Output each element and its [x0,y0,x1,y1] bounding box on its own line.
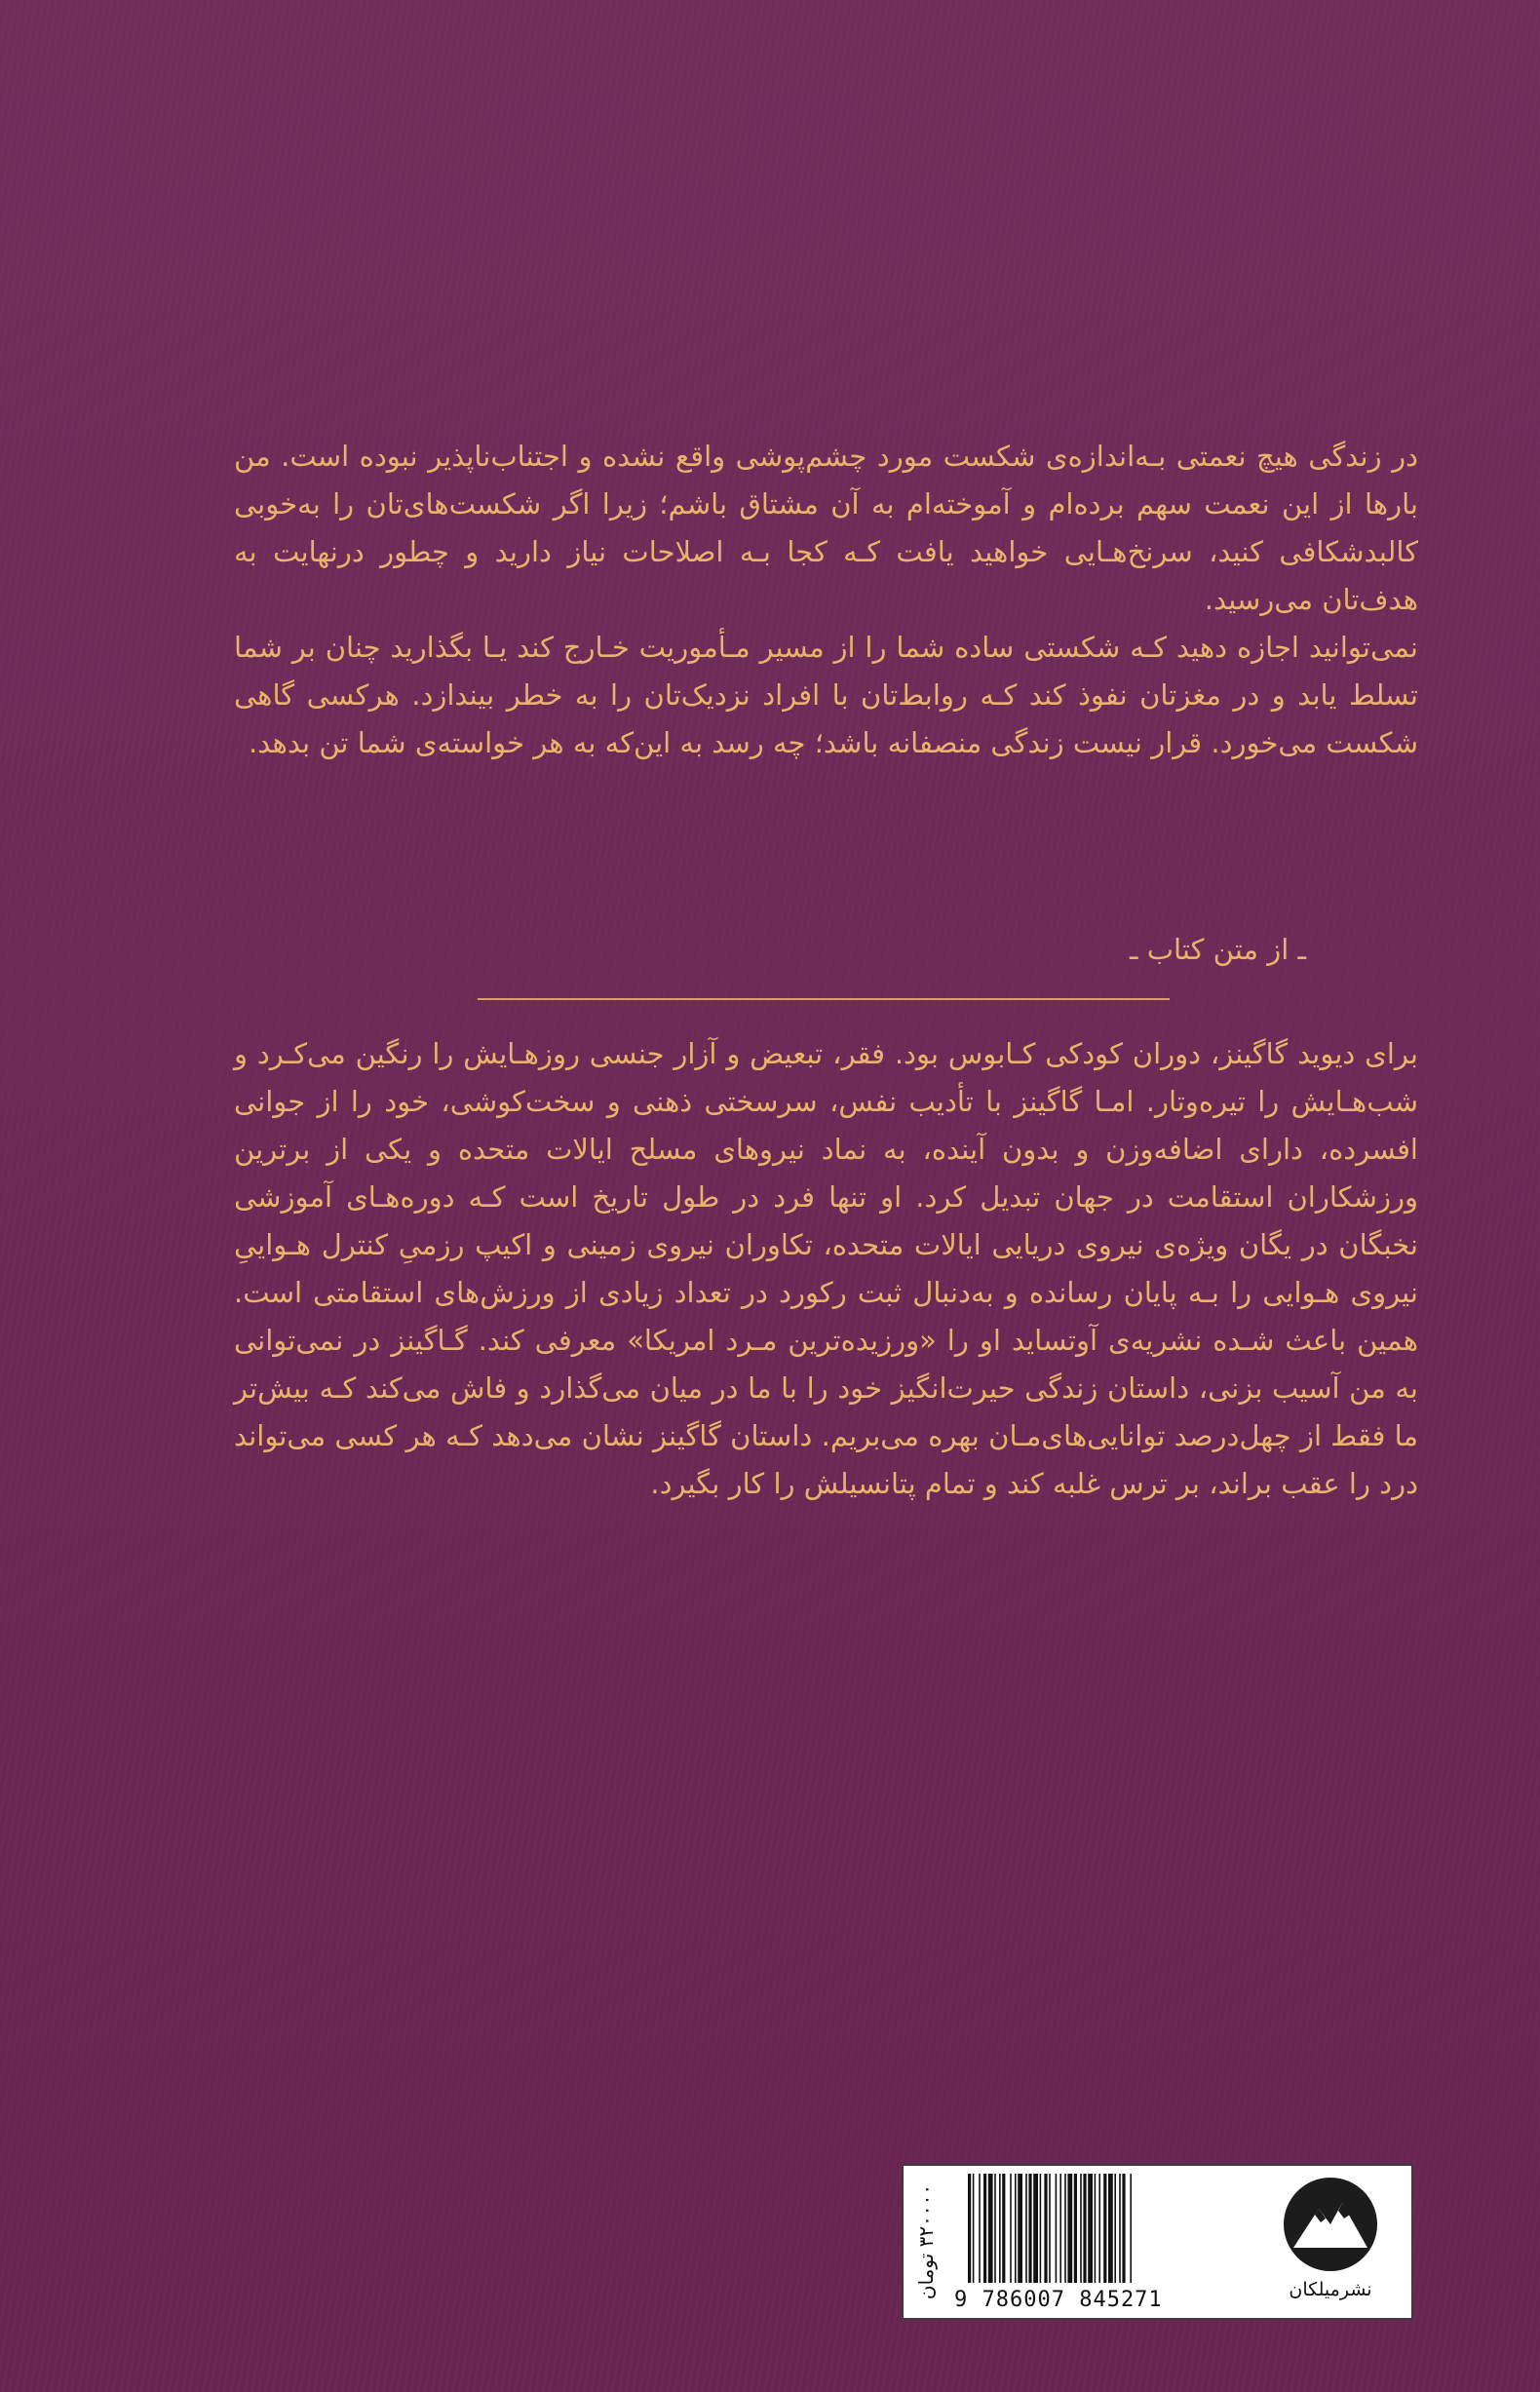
barcode-bars [954,2174,1223,2283]
section-divider [478,998,1170,1000]
barcode-bar [1122,2174,1125,2283]
barcode-bar [1080,2174,1082,2283]
barcode-bar [1025,2174,1027,2283]
quote-paragraph-2: نمی‌توانید اجازه دهید کـه شکستی ساده شما را از مسیر مـأموریت خـارج کند یـا بگذارید چنان بر شما تسلط یابد و در مغزتان نفوذ کند کـه روابط‌تان با افراد نزدیک‌تان را به خطر بیندازد. هرکسی گاهی شکست می‌خورد. قرار نیست زندگی منصفانه باشد؛ چه رسد به این‌که به هر خواسته‌ی شما تن بدهد. [234,631,1418,759]
barcode-bar [1002,2174,1005,2283]
barcode-label [902,2164,1413,2320]
barcode-bar [1114,2174,1116,2283]
barcode-bar [994,2174,996,2283]
barcode-bar [1108,2174,1113,2283]
barcode-bar [1059,2174,1061,2283]
barcode-bar [1010,2174,1012,2283]
quote-attribution: ـ از متن کتاب ـ [1130,933,1306,966]
barcode-bar [1103,2174,1106,2283]
quote-block [234,433,1418,767]
publisher-name: نشرمیلکان [1289,2279,1372,2300]
barcode-digits: 9 786007 845271 [954,2288,1163,2312]
barcode-bar [983,2174,986,2283]
barcode-bar [1095,2174,1097,2283]
author-bio-paragraph: برای دیوید گاگینز، دوران کودکی کـابوس بود. فقر، تبعیض و آزار جنسی روزهـایش را رنگین می‌کـرد و شب‌هـایش را تیره‌وتار. امـا گاگینز با تأدیب نفس، سرسختی ذهنی و سخت‌کوشی، خود را از جوانی افسرده، دارای اضافه‌وزن و بدون آینده، به نماد نیروهای مسلح ایالات متحده و یکی از برترین ورزشکاران استقامت در جهان تبدیل کرد. او تنها فرد در طول تاریخ است کـه دوره‌هـای آموزشی نخبگان در یگان ویژه‌ی نیروی دریایی ایالات متحده، تکاوران نیروی زمینی و اکیپ رزمیِ کنترل هـواییِ نیروی هـوایی را بـه پایان رسانده و به‌دنبال ثبت رکورد در تعداد زیادی از ورزش‌های استقامتی است. همین باعث شـده نشریه‌ی آوتساید او را «ورزیده‌ترین مـرد امریکا» معرفی کند. گـاگینز در نمی‌توانی به من آسیب بزنی، داستان زندگی حیرت‌انگیز خود را با ما در میان می‌گذارد و فاش می‌کند کـه بیش‌تر ما فقط از چهل‌درصد توانایی‌های‌مـان بهره می‌بریم. داستان گاگینز نشان می‌دهد کـه هر کسی می‌تواند درد را عقب براند، بر ترس غلبه کند و تمام پتانسیلش را کار بگیرد. [234,1037,1418,1500]
barcode-bar [1049,2174,1051,2283]
author-bio-block [234,1030,1418,1508]
barcode-bar [1040,2174,1042,2283]
barcode-bar [1015,2174,1017,2283]
barcode-bar [979,2174,981,2283]
barcode-bar [1018,2174,1022,2283]
price-text: ۳۲۰۰۰۰ تومان [914,2183,939,2300]
barcode-bar [999,2174,1001,2283]
barcode-bar [988,2174,993,2283]
barcode-bar [1044,2174,1047,2283]
price-label [904,2166,948,2318]
barcode-bar [1098,2174,1100,2283]
barcode-bar [1083,2174,1086,2283]
publisher-logo [1257,2174,1404,2310]
barcode-bar [1056,2174,1058,2283]
barcode-bar [1033,2174,1038,2283]
barcode-bar [973,2174,975,2283]
barcode-bar [1028,2174,1031,2283]
barcode-bar [1067,2174,1072,2283]
quote-paragraph-1: در زندگی هیچ نعمتی بـه‌اندازه‌ی شکست مورد چشم‌پوشی واقع نشده و اجتناب‌ناپذیر نبوده است. من بارها از این نعمت سهم برده‌ام و آموخته‌ام به آن مشتاق باشم؛ زیرا اگر شکست‌های‌تان را به‌خوبی کالبدشکافی کنید، سرنخ‌هـایی خواهید یافت کـه کجا بـه اصلاحات نیاز دارید و چطور درنهایت به هدف‌تان می‌رسید. [234,440,1418,616]
barcode-bar [1119,2174,1121,2283]
barcode-bar [1074,2174,1077,2283]
barcode-bar [968,2174,971,2283]
barcode-bar [1130,2174,1132,2283]
publisher-mountain-logo-icon [1280,2174,1381,2275]
barcode-bar [1088,2174,1093,2283]
barcode-bar [1064,2174,1066,2283]
barcode [954,2174,1223,2310]
